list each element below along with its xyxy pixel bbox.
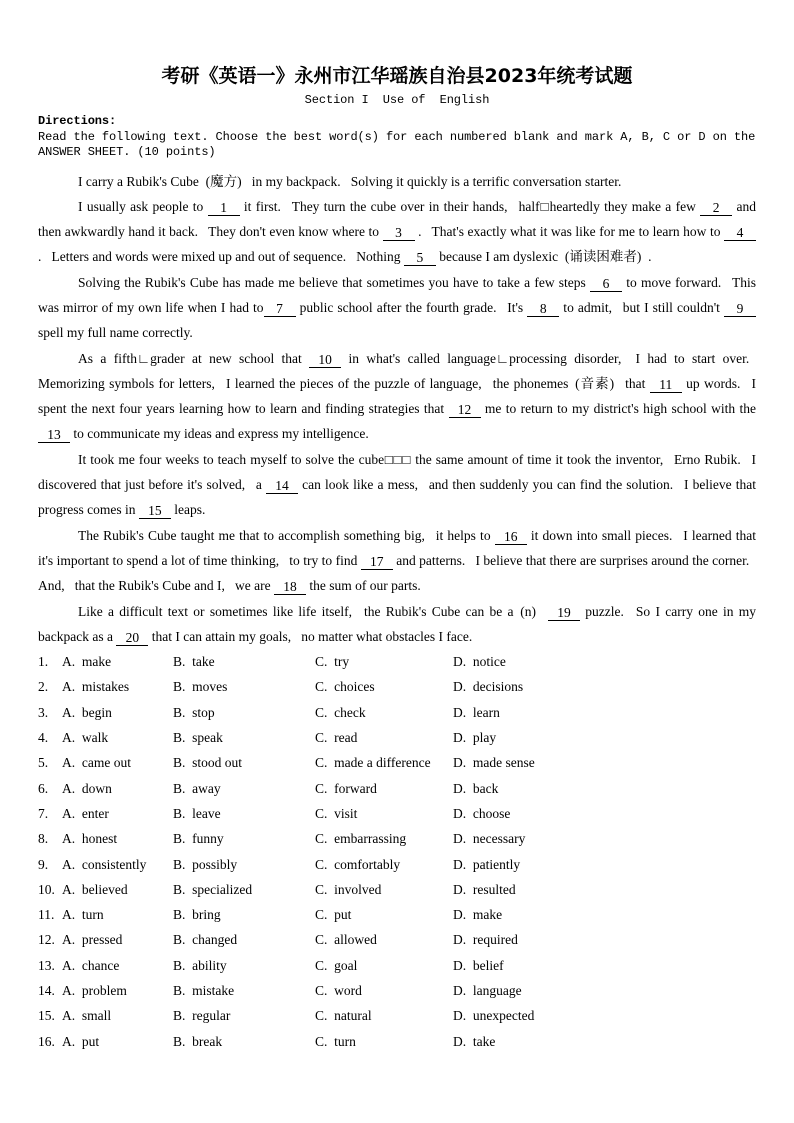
cloze-blank-2: 2 <box>700 200 732 216</box>
option-c: C. visit <box>315 805 358 821</box>
question-row-14 <box>38 978 756 1003</box>
cloze-blank-7: 7 <box>264 301 296 317</box>
question-number: 3. <box>38 704 55 720</box>
option-d: D. resulted <box>453 881 516 897</box>
cloze-blank-15: 15 <box>139 503 171 519</box>
passage-paragraph: I carry a Rubik's Cube (魔方) in my backpack. Solving it quickly is a terrific conversation starter. <box>78 173 622 189</box>
option-d: D. decisions <box>453 679 524 695</box>
option-a: A. chance <box>62 957 120 973</box>
question-row-11 <box>38 902 756 927</box>
question-number: 1. <box>38 654 55 670</box>
option-d: D. patiently <box>453 856 521 872</box>
option-a: A. problem <box>62 983 127 998</box>
option-a: A. honest <box>62 831 118 847</box>
option-c: C. choices <box>315 679 375 695</box>
option-c: C. check <box>315 704 366 720</box>
page-title: 考研《英语一》永州市江华瑶族自治县2023年统考试题 <box>161 65 633 87</box>
option-b: B. mistake <box>173 983 235 998</box>
question-number: 13. <box>38 957 62 973</box>
option-b: B. moves <box>173 679 228 695</box>
question-row-12 <box>38 927 756 952</box>
question-row-8 <box>38 826 756 851</box>
cloze-passage <box>38 169 756 650</box>
question-row-4 <box>38 725 756 750</box>
option-a: A. small <box>62 1008 112 1024</box>
option-d: D. language <box>453 983 522 998</box>
option-c: C. goal <box>315 957 358 973</box>
option-d: D. belief <box>453 957 504 973</box>
option-c: C. allowed <box>315 932 377 948</box>
option-d: D. required <box>453 932 518 948</box>
option-d: D. make <box>453 907 503 923</box>
option-a: A. begin <box>62 704 112 720</box>
passage-paragraph: As a fifth∟grader at new school that 10 in what's called language∟processing disorder, I had to start over. Memorizing symbols for letters, I learned the pieces of the puzzle of language, the phonemes (音素) that 11 up words. I spent the next four years learning how to learn and finding strategies that 12 me to return to my district's high school with the 13 to communicate my ideas and express my intelligence. <box>38 350 756 443</box>
question-number: 6. <box>38 780 55 796</box>
option-a: A. pressed <box>62 932 123 948</box>
cloze-blank-1: 1 <box>208 200 240 216</box>
cloze-blank-17: 17 <box>361 554 393 570</box>
option-a: A. turn <box>62 907 104 923</box>
passage-paragraph: Like a difficult text or sometimes like life itself, the Rubik's Cube can be a (n) 19 puzzle. So I carry one in my backpack as a 20 that I can attain my goals, no matter what obstacles I face. <box>38 603 757 645</box>
question-list <box>38 649 756 1054</box>
option-a: A. walk <box>62 730 109 746</box>
option-b: B. specialized <box>173 881 253 897</box>
cloze-blank-4: 4 <box>724 225 756 241</box>
cloze-blank-5: 5 <box>404 250 436 266</box>
cloze-blank-14: 14 <box>266 478 298 494</box>
question-number: 9. <box>38 856 55 872</box>
cloze-blank-9: 9 <box>724 301 756 317</box>
option-a: A. consistently <box>62 856 147 872</box>
option-a: A. put <box>62 1033 100 1049</box>
question-row-15 <box>38 1003 756 1028</box>
option-a: A. enter <box>62 805 109 821</box>
question-row-10 <box>38 877 756 902</box>
cloze-blank-16: 16 <box>495 529 527 545</box>
cloze-blank-6: 6 <box>590 276 622 292</box>
option-b: B. bring <box>173 907 221 923</box>
option-b: B. break <box>173 1033 223 1049</box>
option-b: B. ability <box>173 957 227 973</box>
question-row-7 <box>38 801 756 826</box>
question-row-3 <box>38 700 756 725</box>
cloze-blank-11: 11 <box>650 377 682 393</box>
option-d: D. unexpected <box>453 1008 535 1024</box>
cloze-blank-13: 13 <box>38 427 70 443</box>
option-b: B. leave <box>173 805 221 821</box>
option-b: B. funny <box>173 831 224 847</box>
option-b: B. changed <box>173 932 238 948</box>
directions-label: Directions: <box>38 114 117 128</box>
option-d: D. necessary <box>453 831 526 847</box>
question-number: 14. <box>38 983 62 998</box>
cloze-blank-3: 3 <box>383 225 415 241</box>
question-row-9 <box>38 852 756 877</box>
question-row-13 <box>38 953 756 978</box>
option-a: A. believed <box>62 881 128 897</box>
question-row-6 <box>38 776 756 801</box>
option-c: C. natural <box>315 1008 372 1024</box>
question-number: 12. <box>38 932 62 948</box>
passage-paragraph: It took me four weeks to teach myself to solve the cube□□□ the same amount of time it took the inventor, Erno Rubik. I discovered that just before it's solved, a 14 can look like a mess, and then suddenly you can find the solution. I believe that progress comes in 15 leaps. <box>38 451 756 519</box>
option-a: A. came out <box>62 755 131 771</box>
question-number: 2. <box>38 679 55 695</box>
option-d: D. play <box>453 730 497 746</box>
option-c: C. embarrassing <box>315 831 407 847</box>
option-d: D. made sense <box>453 755 535 771</box>
option-d: D. notice <box>453 654 506 670</box>
option-d: D. back <box>453 780 499 796</box>
option-a: A. mistakes <box>62 679 130 695</box>
question-row-1 <box>38 649 756 674</box>
cloze-blank-12: 12 <box>449 402 481 418</box>
question-number: 11. <box>38 907 62 923</box>
option-b: B. possibly <box>173 856 238 872</box>
option-b: B. regular <box>173 1008 231 1024</box>
option-c: C. word <box>315 983 362 998</box>
cloze-blank-8: 8 <box>527 301 559 317</box>
option-a: A. down <box>62 780 112 796</box>
option-a: A. make <box>62 654 112 670</box>
question-number: 7. <box>38 805 55 821</box>
passage-paragraph: The Rubik's Cube taught me that to accomplish something big, it helps to 16 it down into small pieces. I learned that it's important to spend a lot of time thinking, to try to find 17 and patterns. I believe that there are surprises around the corner. And, that the Rubik's Cube and I, we are 18 the sum of our parts. <box>38 527 757 595</box>
question-number: 8. <box>38 831 55 847</box>
passage-paragraph: Solving the Rubik's Cube has made me believe that sometimes you have to take a few steps 6 to move forward. This was mirror of my own life when I had to 7 public school after the fourth grade. It's 8 to admit, but I still couldn't 9 spell my full name correctly. <box>38 274 757 341</box>
cloze-blank-19: 19 <box>548 605 580 621</box>
cloze-blank-18: 18 <box>274 579 306 595</box>
option-c: C. put <box>315 907 352 923</box>
question-number: 4. <box>38 730 55 746</box>
question-row-2 <box>38 674 756 699</box>
option-c: C. try <box>315 654 350 670</box>
option-c: C. turn <box>315 1033 356 1049</box>
cloze-blank-10: 10 <box>309 352 341 368</box>
question-number: 10. <box>38 881 62 897</box>
option-c: C. forward <box>315 780 377 796</box>
question-number: 16. <box>38 1033 62 1049</box>
option-b: B. speak <box>173 730 223 746</box>
question-row-5 <box>38 750 756 775</box>
option-d: D. take <box>453 1033 496 1049</box>
cloze-blank-20: 20 <box>116 630 148 646</box>
question-number: 5. <box>38 755 55 771</box>
option-b: B. stood out <box>173 755 243 771</box>
option-b: B. take <box>173 654 215 670</box>
option-d: D. learn <box>453 704 500 720</box>
option-c: C. read <box>315 730 358 746</box>
option-c: C. made a difference <box>315 755 431 771</box>
passage-paragraph: I usually ask people to 1 it first. They turn the cube over in their hands, half□heartedly they make a few 2 and then awkwardly hand it back. They don't even know where to 3 . That's exactly what it was like for me to learn how to 4 . Letters and words were mixed up and out of sequence. Nothing 5 because I am dyslexic (诵读困难者) . <box>38 198 756 266</box>
directions-text: Read the following text. Choose the best word(s) for each numbered blank and mark A, B, C or D on the ANSWER SHEET. (10 points) <box>38 129 756 159</box>
option-c: C. involved <box>315 881 382 897</box>
option-b: B. away <box>173 780 221 796</box>
section-heading: Section I Use of English <box>304 93 490 107</box>
question-number: 15. <box>38 1008 62 1024</box>
question-row-16 <box>38 1029 756 1054</box>
option-b: B. stop <box>173 704 215 720</box>
option-c: C. comfortably <box>315 856 401 872</box>
option-d: D. choose <box>453 805 511 821</box>
